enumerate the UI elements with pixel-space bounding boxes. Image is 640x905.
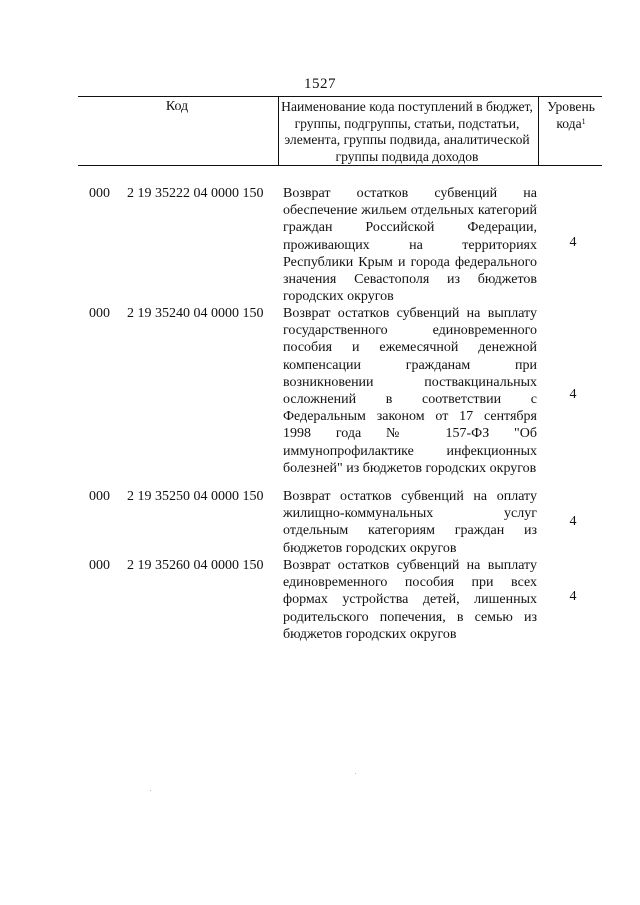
income-code: 2 19 35240 04 0000 150 xyxy=(127,306,264,321)
column-divider xyxy=(538,97,539,165)
admin-code: 000 xyxy=(89,489,110,504)
income-name: Возврат остатков субвенций на выплату единовременного пособия при всех формах устройства детей, лишенных родительского попечения, в семью из бюджетов городских округов xyxy=(283,558,537,642)
code-level: 4 xyxy=(569,589,577,604)
page-number: 1527 xyxy=(304,76,336,92)
table-header xyxy=(78,96,602,166)
header-name: Наименование кода поступлений в бюджет, группы, подгруппы, статьи, подстатьи, элемента, группы подвида, аналитической группы подвида доходов xyxy=(281,99,533,164)
income-name: Возврат остатков субвенций на выплату государственного единовременного пособия и ежемесячной денежной компенсации гражданам при возникновении поствакцинальных осложнений в соответствии с Федеральным законом от 17 сентября 1998 года № 157-ФЗ "Об иммунопрофилактике инфекционных болезней" из бюджетов городских округов xyxy=(283,306,537,476)
header-code: Код xyxy=(165,99,189,114)
income-code: 2 19 35250 04 0000 150 xyxy=(127,489,264,504)
header-level-label: Уровень кода xyxy=(547,99,595,131)
admin-code: 000 xyxy=(89,558,110,573)
admin-code: 000 xyxy=(89,306,110,321)
scan-speck xyxy=(355,773,356,774)
income-code: 2 19 35260 04 0000 150 xyxy=(127,558,264,573)
income-code: 2 19 35222 04 0000 150 xyxy=(127,186,264,201)
income-name: Возврат остатков субвенций на обеспечение жильем отдельных категорий граждан Российской Федерации, проживающих на территориях Республики Крым и города федерального значения Севастополя из бюджетов городских округов xyxy=(283,186,537,305)
admin-code: 000 xyxy=(89,186,110,201)
code-level: 4 xyxy=(569,514,577,529)
header-level-footnote: 1 xyxy=(581,116,586,126)
income-name: Возврат остатков субвенций на оплату жилищно-коммунальных услуг отдельным категориям граждан из бюджетов городских округов xyxy=(283,489,537,556)
code-level: 4 xyxy=(569,235,577,250)
header-level xyxy=(540,99,602,132)
scan-speck xyxy=(150,790,151,791)
code-level: 4 xyxy=(569,387,577,402)
